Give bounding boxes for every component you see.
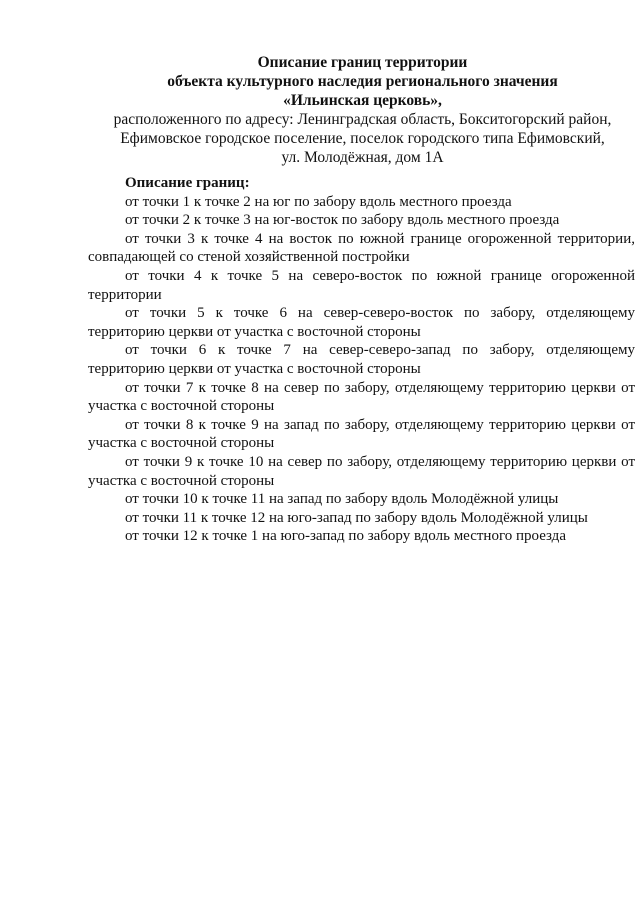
boundary-item-3: от точки 3 к точке 4 на восток по южной границе огороженной территории, совпадающей со стеной хозяйственной постройки [88,230,635,266]
boundary-item-10: от точки 10 к точке 11 на запад по забору вдоль Молодёжной улицы [125,491,559,508]
boundary-item-12: от точки 12 к точке 1 на юго-запад по забору вдоль местного проезда [125,528,566,545]
boundary-item-1: от точки 1 к точке 2 на юг по забору вдоль местного проезда [125,193,512,210]
section-title: Описание границ: [125,175,250,191]
boundary-item-5: от точки 5 к точке 6 на север-северо-восток по забору, отделяющему территорию церкви от участка с восточной стороны [88,305,635,340]
header-address-line-3: ул. Молодёжная, дом 1А [281,149,444,166]
boundary-item-11: от точки 11 к точке 12 на юго-запад по забору вдоль Молодёжной улицы [125,509,588,526]
header-address-line-2: Ефимовское городское поселение, поселок городского типа Ефимовский, [120,130,605,147]
boundary-item-4: от точки 4 к точке 5 на северо-восток по южной границе огороженной территории [88,267,635,303]
header-object-type: объекта культурного наследия регионального значения [167,73,558,90]
document-header [95,53,630,167]
header-object-name: «Ильинская церковь», [283,92,442,109]
boundary-item-2: от точки 2 к точке 3 на юг-восток по забору вдоль местного проезда [125,212,560,229]
boundary-item-6: от точки 6 к точке 7 на север-северо-запад по забору, отделяющему территорию церкви от участка с восточной стороны [88,342,635,377]
header-title: Описание границ территории [257,54,468,71]
boundary-item-8: от точки 8 к точке 9 на запад по забору, отделяющему территорию церкви от участка с восточной стороны [88,416,635,452]
header-address-line-1: расположенного по адресу: Ленинградская область, Бокситогорский район, [113,111,612,128]
boundary-description [88,174,635,546]
boundary-item-7: от точки 7 к точке 8 на север по забору, отделяющему территорию церкви от участка с восточной стороны [88,379,635,415]
boundary-item-9: от точки 9 к точке 10 на север по забору, отделяющему территорию церкви от участка с восточной стороны [88,453,635,489]
